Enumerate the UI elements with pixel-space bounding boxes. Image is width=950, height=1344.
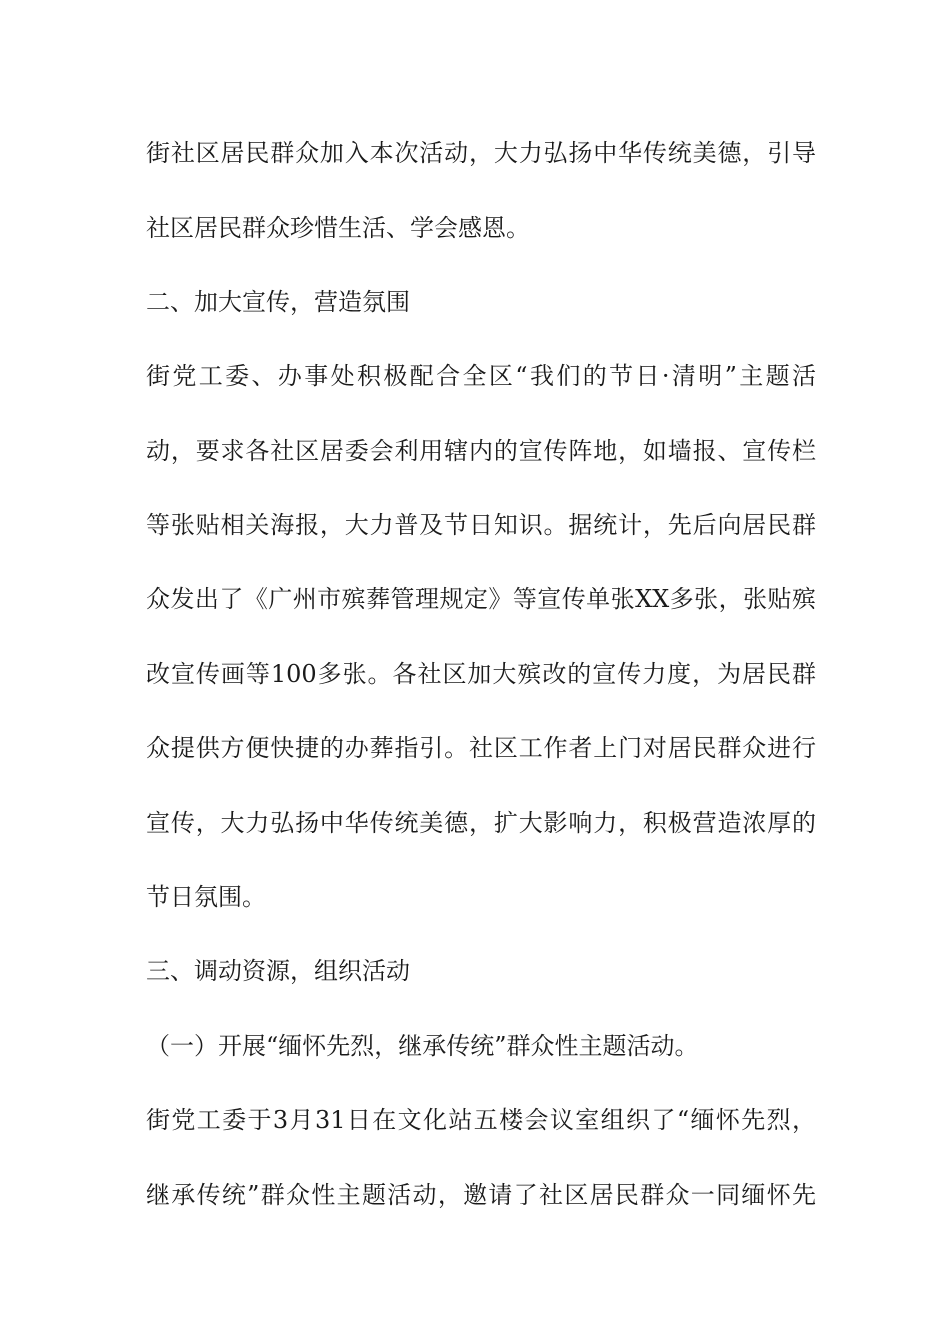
paragraph-line: 改宣传画等100多张。各社区加大殡改的宣传力度，为居民群 <box>146 660 816 688</box>
paragraph-line: 众发出了《广州市殡葬管理规定》等宣传单张XX多张，张贴殡 <box>146 585 816 613</box>
paragraph-line: 街党工委于3月31日在文化站五楼会议室组织了“缅怀先烈， <box>146 1106 816 1134</box>
paragraph-line: 街社区居民群众加入本次活动，大力弘扬中华传统美德，引导 <box>146 139 816 167</box>
subsection-heading: （一）开展“缅怀先烈，继承传统”群众性主题活动。 <box>146 1032 699 1060</box>
paragraph-line: 动，要求各社区居委会利用辖内的宣传阵地，如墙报、宣传栏 <box>146 437 816 465</box>
section-heading: 二、加大宣传，营造氛围 <box>146 288 410 316</box>
section-heading: 三、调动资源，组织活动 <box>146 957 410 985</box>
paragraph-line: 继承传统”群众性主题活动，邀请了社区居民群众一同缅怀先 <box>146 1181 816 1209</box>
paragraph-line: 宣传，大力弘扬中华传统美德，扩大影响力，积极营造浓厚的 <box>146 809 816 837</box>
paragraph-line: 等张贴相关海报，大力普及节日知识。据统计，先后向居民群 <box>146 511 816 539</box>
paragraph-line: 街党工委、办事处积极配合全区“我们的节日·清明”主题活 <box>146 362 816 390</box>
paragraph-line: 节日氛围。 <box>146 883 266 911</box>
paragraph-line: 众提供方便快捷的办葬指引。社区工作者上门对居民群众进行 <box>146 734 816 762</box>
paragraph-line: 社区居民群众珍惜生活、学会感恩。 <box>146 214 530 242</box>
